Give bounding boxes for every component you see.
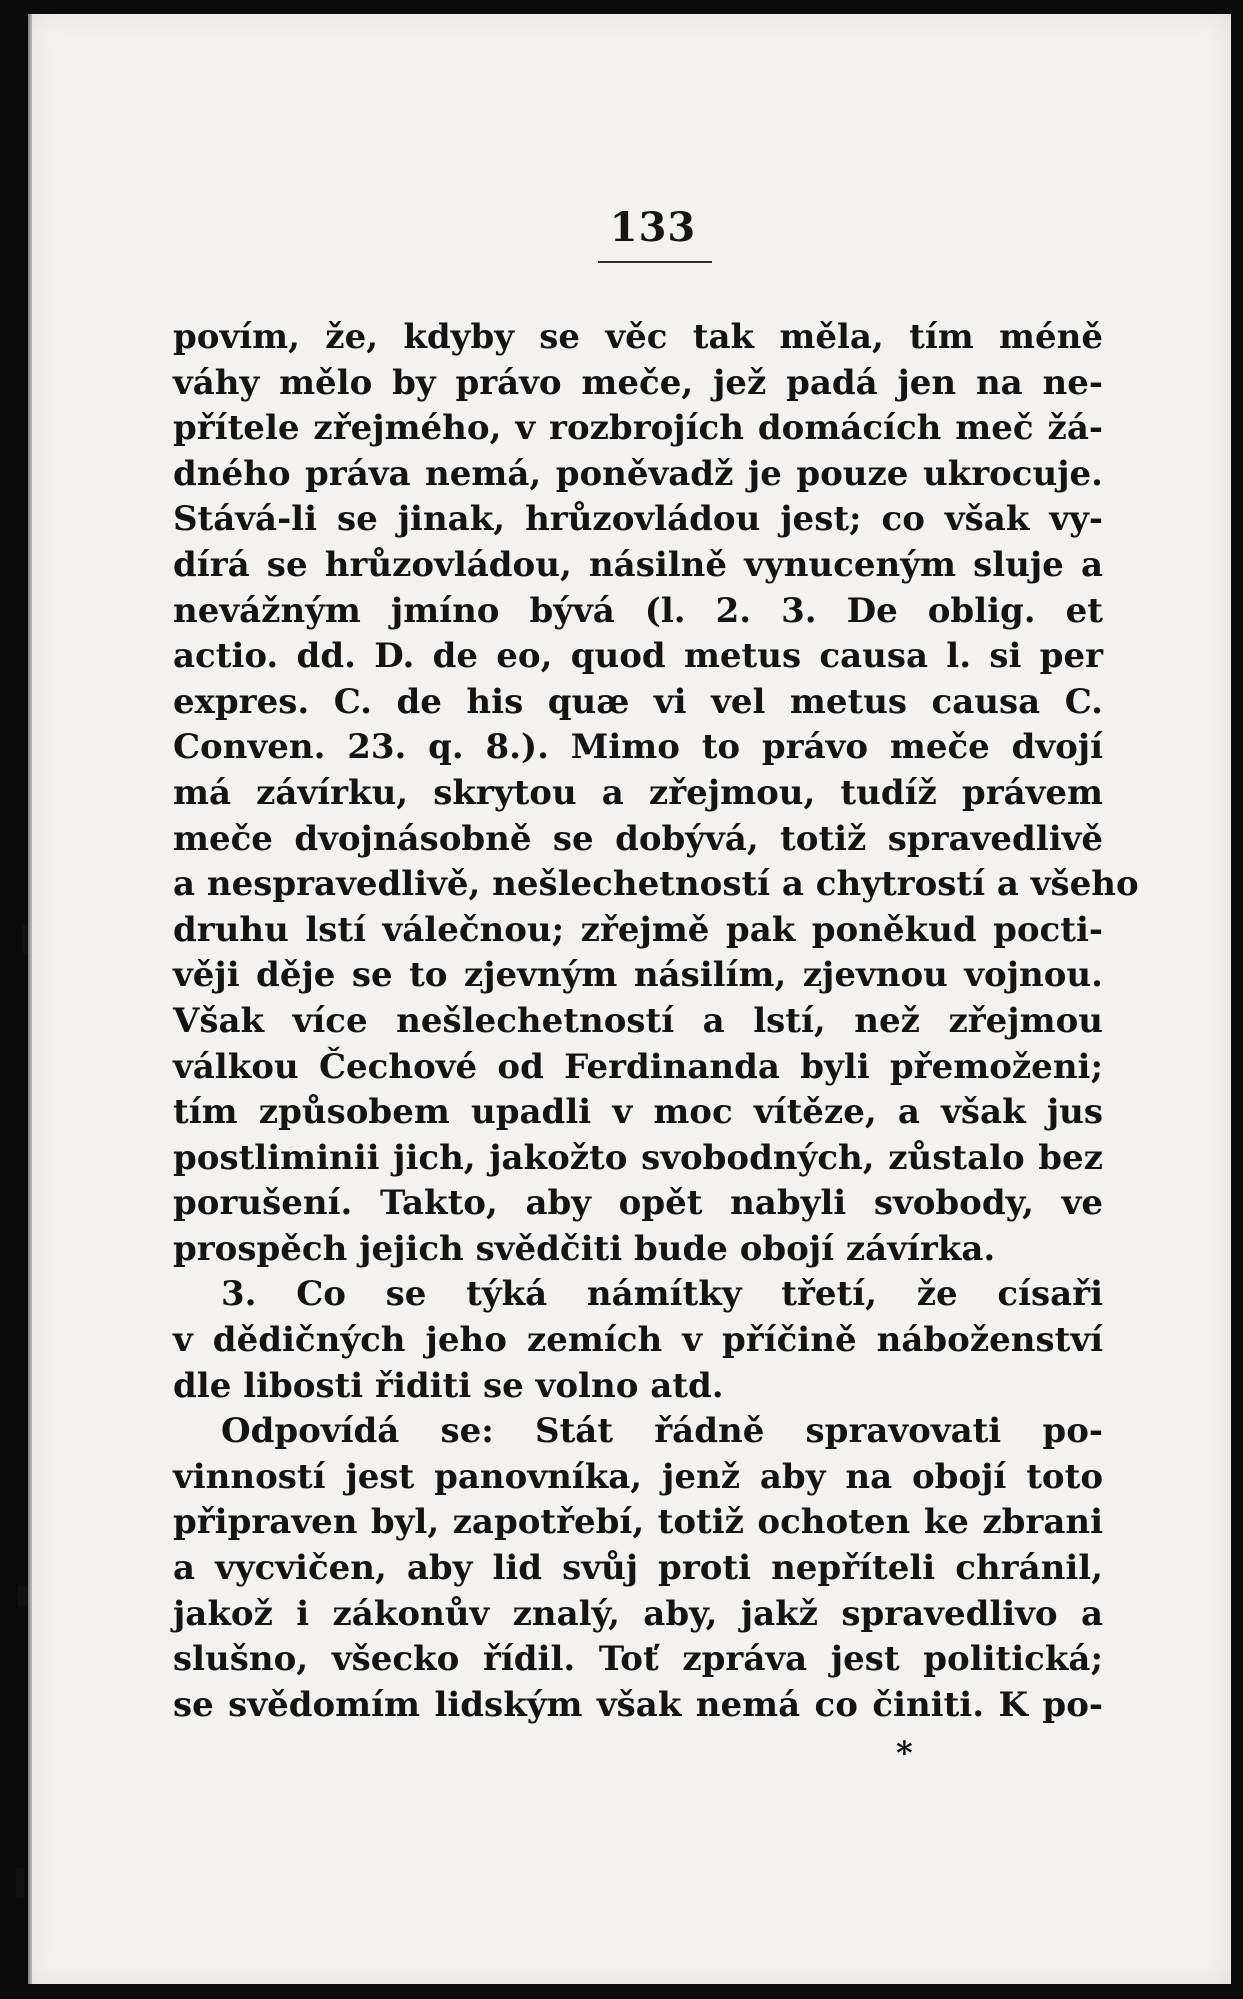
text-line: jakož i zákonův znalý, aby, jakž spravedlivo a [173, 1593, 1103, 1634]
text-line: druhu lstí válečnou; zřejmě pak poněkud pocti- [173, 909, 1103, 950]
text-line: v dědičných jeho zemích v příčině náboženství [173, 1320, 1103, 1361]
book-page [28, 14, 1231, 1984]
text-line: připraven byl, zapotřebí, totiž ochoten ke zbrani [173, 1502, 1103, 1543]
text-line: věji děje se to zjevným násilím, zjevnou vojnou. [173, 955, 1103, 996]
text-line: Odpovídá se: Stát řádně spravovati po- [221, 1411, 1103, 1452]
text-line: povím, že, kdyby se věc tak měla, tím méně [173, 317, 1103, 357]
text-line: dírá se hrůzovládou, násilně vynuceným sluje a [173, 544, 1103, 585]
text-line: actio. dd. D. de eo, quod metus causa l. si per [173, 636, 1103, 677]
text-line: přítele zřejmého, v rozbrojích domácích meč žá- [173, 408, 1103, 449]
page-number-rule [598, 261, 712, 263]
text-line: a nespravedlivě, nešlechetností a chytrostí a všeho [173, 864, 1139, 905]
text-line: vinností jest panovníka, jenž aby na obojí toto [173, 1456, 1103, 1497]
text-line: má závírku, skrytou a zřejmou, tudíž právem [173, 772, 1103, 813]
text-line: prospěch jejich svědčiti bude obojí závírka. [173, 1228, 996, 1269]
footer-mark: * [896, 1734, 913, 1772]
text-line: dného práva nemá, poněvadž je pouze ukrocuje. [173, 453, 1103, 494]
text-line: postliminii jich, jakožto svobodných, zůstalo bez [173, 1137, 1103, 1178]
scan-edge-mark [16, 1868, 24, 1898]
text-line: meče dvojnásobně se dobývá, totiž spravedlivě [173, 818, 1103, 859]
text-line: dle libosti řiditi se volno atd. [173, 1365, 724, 1406]
text-line: expres. C. de his quæ vi vel metus causa C. [173, 681, 1103, 722]
text-line: Však více nešlechetností a lstí, než zřejmou [173, 1000, 1103, 1041]
scan-edge-mark [18, 1585, 28, 1607]
text-line: nevážným jmíno bývá (l. 2. 3. De oblig. et [173, 590, 1103, 631]
text-line: slušno, všecko řídil. Toť zpráva jest politická; [173, 1639, 1103, 1680]
page-number: 133 [609, 204, 697, 251]
text-line: Stává-li se jinak, hrůzovládou jest; co však vy- [173, 499, 1103, 540]
text-line: váhy mělo by právo meče, jež padá jen na ne- [173, 362, 1103, 403]
text-line: 3. Co se týká námítky třetí, že císaři [221, 1274, 1103, 1315]
body-text [173, 315, 1139, 1728]
text-line: porušení. Takto, aby opět nabyli svobody, ve [173, 1183, 1103, 1224]
text-line: tím způsobem upadli v moc vítěze, a však jus [173, 1092, 1103, 1133]
text-line: válkou Čechové od Ferdinanda byli přemoženi; [173, 1046, 1103, 1087]
text-line: Conven. 23. q. 8.). Mimo to právo meče dvojí [173, 727, 1103, 768]
text-line: se svědomím lidským však nemá co činiti. K po- [173, 1684, 1103, 1725]
text-line: a vycvičen, aby lid svůj proti nepříteli chránil, [173, 1548, 1103, 1589]
page-spine-shadow [28, 14, 32, 1984]
